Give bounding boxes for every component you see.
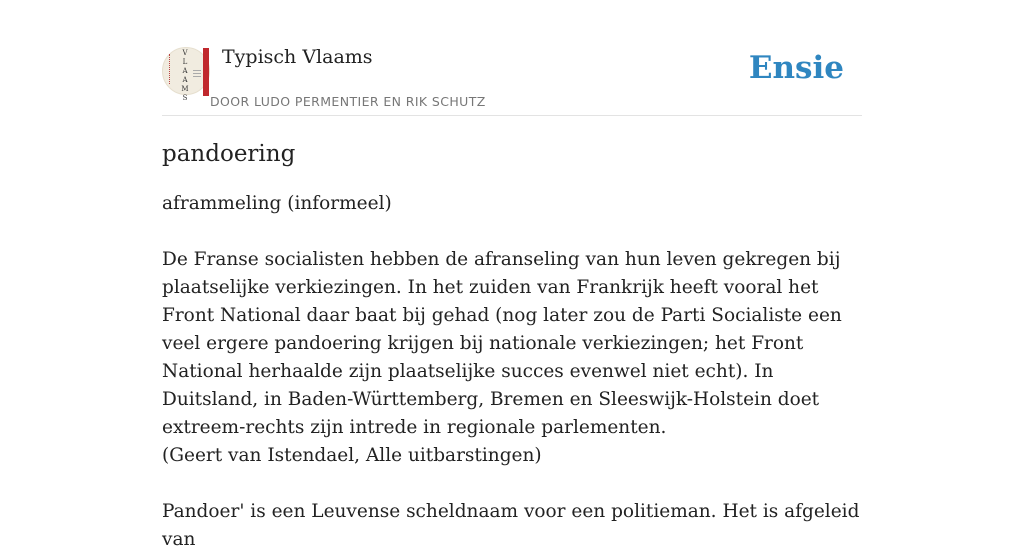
cover-letter: A xyxy=(182,76,188,84)
cover-text-lines xyxy=(193,70,201,79)
entry-etymology: Pandoer' is een Leuvense scheldnaam voor een politieman. Het is afgeleid van xyxy=(162,501,860,550)
book-authors: DOOR LUDO PERMENTIER EN RIK SCHUTZ xyxy=(210,94,486,109)
cover-spine xyxy=(203,48,209,96)
book-title-link[interactable]: Typisch Vlaams xyxy=(222,46,373,68)
cover-lettering xyxy=(179,49,191,103)
cover-letter: V xyxy=(182,49,188,57)
entry xyxy=(162,138,862,554)
ensie-logo-link[interactable]: Ensie xyxy=(748,50,844,86)
cover-letter: A xyxy=(182,67,188,75)
cover-letter: M xyxy=(181,85,189,93)
entry-term: pandoering xyxy=(162,141,296,167)
cover-letter: L xyxy=(182,58,188,66)
cover-decoration xyxy=(169,54,172,84)
entry-body xyxy=(162,190,862,554)
cover-letter: S xyxy=(182,94,188,102)
book-cover-image[interactable] xyxy=(162,47,210,102)
entry-definition: aframmeling (informeel) xyxy=(162,193,392,214)
entry-quote-source: (Geert van Istendael, Alle uitbarstingen) xyxy=(162,445,542,466)
entry-quote: De Franse socialisten hebben de afranseling van hun leven gekregen bij plaatselijke verkiezingen. In het zuiden van Frankrijk heeft vooral het Front National daar baat bij gehad (nog later zou de Parti Socialiste een veel ergere pandoering krijgen bij nationale verkiezingen; het Front National herhaalde zijn plaatselijke succes evenwel niet echt). In Duitsland, in Baden-Württemberg, Bremen en Sleeswijk-Holstein doet extreem-rechts zijn intrede in regionale parlementen. xyxy=(162,249,842,438)
header xyxy=(162,44,862,116)
